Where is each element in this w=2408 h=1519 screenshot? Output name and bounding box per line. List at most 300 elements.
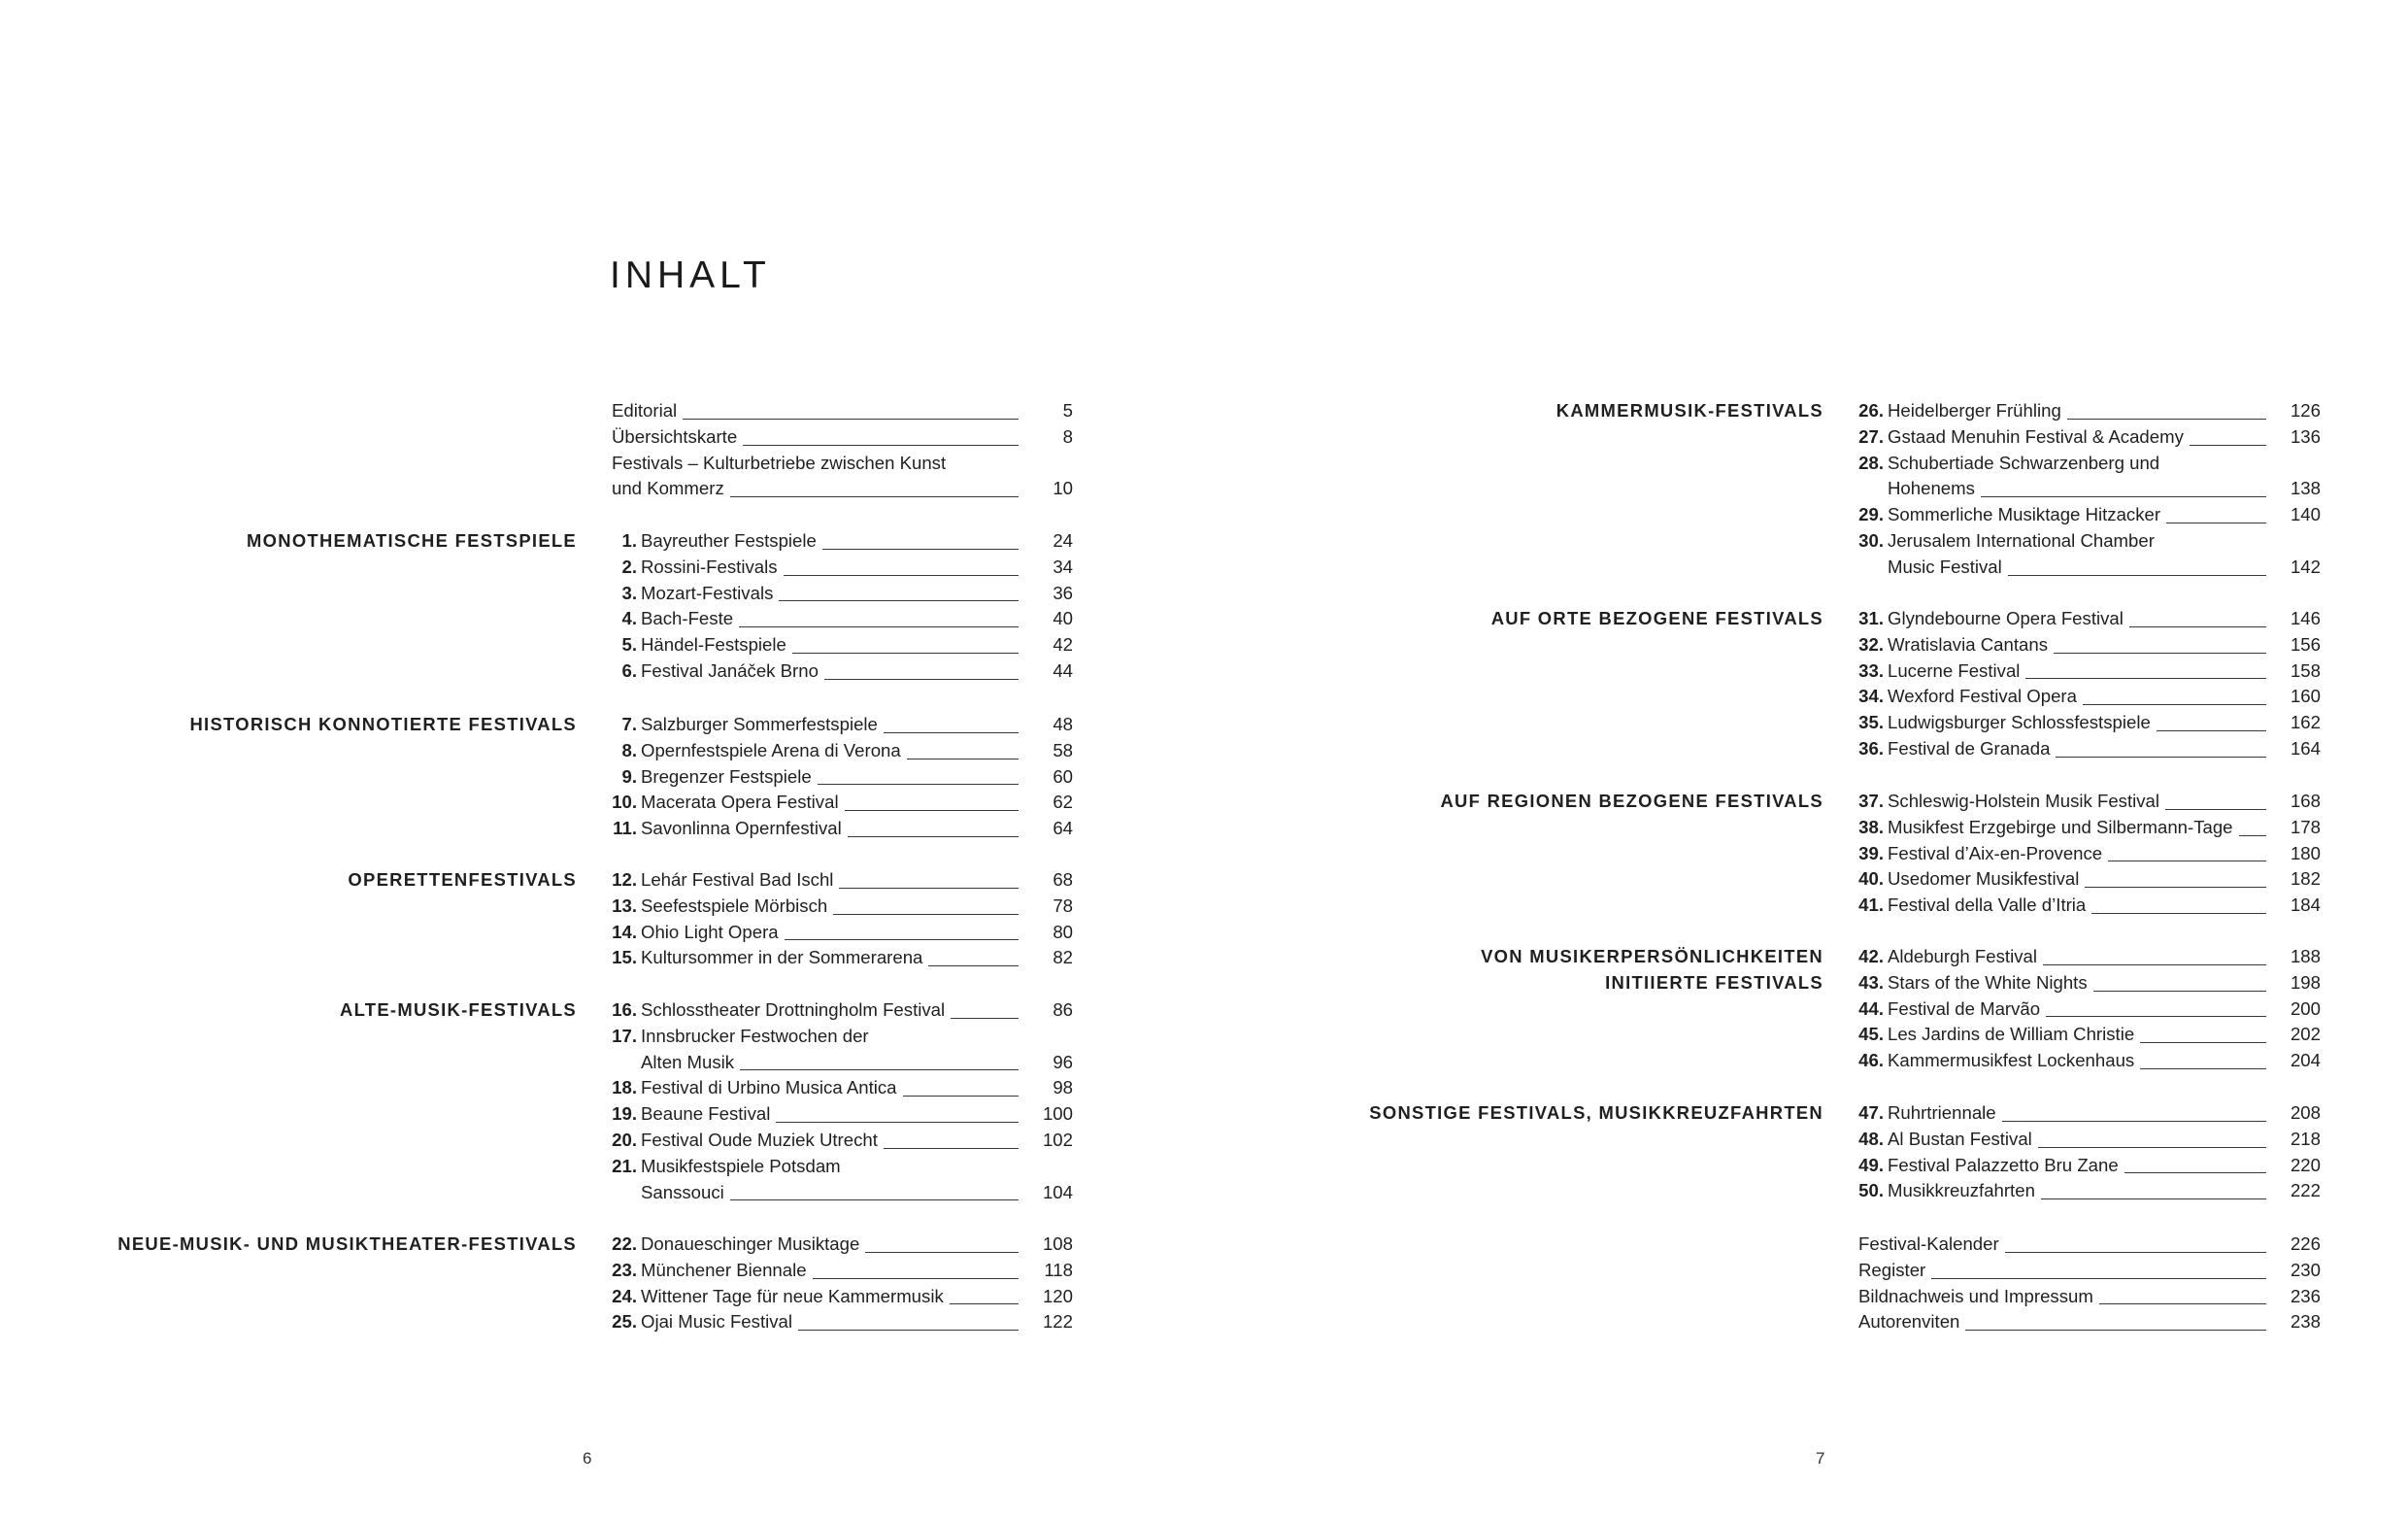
entry-title: Aldeburgh Festival [1888,946,2037,966]
entry-number: 46. [1858,1050,1884,1071]
leader-line [2099,1284,2266,1305]
entry-title: Sommerliche Musiktage Hitzacker [1888,504,2161,525]
leader-line [928,945,1019,966]
leader-line [2093,970,2266,992]
toc-row [1204,658,2321,685]
entry-title: Jerusalem International Chamber [1888,530,2155,551]
entry-title: Donaueschinger Musiktage [641,1233,860,1254]
entry-number: 36. [1858,738,1884,759]
toc-entry-link[interactable] [1888,1022,2266,1048]
toc-entry-link[interactable] [1888,476,2266,502]
entry-title: Ruhrtriennale [1888,1102,1996,1123]
entry-number: 40. [1858,868,1884,890]
entry-number: 11. [613,818,637,839]
toc-entry-link[interactable] [1888,398,2266,424]
toc-entry-link[interactable] [641,1258,1019,1284]
leader-line [907,738,1019,760]
entry-title: Schlosstheater Drottningholm Festival [641,999,946,1020]
leader-line [2140,1048,2266,1069]
entry-number: 8. [621,739,637,760]
leader-line [2140,1022,2266,1043]
entry-page-number: 80 [1053,921,1073,942]
leader-line [2005,1232,2266,1253]
section-heading: AUF ORTE BEZOGENE FESTIVALS [1490,608,1823,628]
entry-page-number: 164 [2290,738,2321,759]
toc-entry-link[interactable] [1858,1309,2266,1335]
leader-line [2157,710,2266,731]
entry-title: und Kommerz [612,478,724,499]
toc-row [1204,970,2321,996]
toc-row [0,1258,1073,1284]
leader-line [740,1050,1019,1071]
toc-entry-link[interactable] [641,1050,1019,1076]
entry-title: Festival de Marvão [1888,997,2041,1019]
entry-page-number: 236 [2290,1285,2321,1306]
leader-line [951,997,1019,1019]
toc-entry-link[interactable] [1888,424,2266,451]
section-heading: INITIIERTE FESTIVALS [1605,971,1823,993]
entry-number: 31. [1858,608,1884,628]
toc-entry-link[interactable] [641,816,1019,842]
toc-entry-link[interactable] [641,920,1019,946]
entry-number: 42. [1858,946,1884,966]
section-heading: OPERETTENFESTIVALS [348,869,577,890]
toc-row [1204,1153,2321,1179]
entry-title: Kultursommer in der Sommerarena [641,947,923,968]
leader-line [2046,996,2266,1018]
leader-line [2041,1178,2266,1199]
entry-title: Festivals – Kulturbetriebe zwischen Kunst [612,452,947,473]
leader-line [2056,736,2266,758]
leader-line [1981,476,2266,497]
leader-line [2166,502,2266,523]
entry-page-number: 204 [2290,1050,2321,1071]
leader-line [865,1232,1019,1253]
toc-row [1204,1022,2321,1048]
toc-entry-link[interactable] [1888,841,2266,867]
toc-row [1204,1232,2321,1258]
entry-number: 24. [612,1285,637,1306]
entry-title: Kammermusikfest Lockenhaus [1888,1050,2135,1071]
entry-page-number: 44 [1053,660,1073,681]
toc-entry-link[interactable] [641,658,1019,685]
toc-entry-link[interactable] [641,1101,1019,1128]
entry-page-number: 146 [2290,608,2321,628]
entry-page-number: 238 [2290,1311,2321,1333]
entry-title: Festival d’Aix-en-Provence [1888,842,2103,863]
entry-number: 47. [1858,1102,1884,1123]
toc-entry-link[interactable] [1888,606,2266,632]
entry-number: 33. [1858,659,1884,681]
leader-line [2124,1153,2266,1174]
entry-page-number: 178 [2290,816,2321,837]
entry-page-number: 104 [1042,1181,1073,1202]
toc-entry-link[interactable] [1888,866,2266,893]
entry-number: 12. [612,869,637,890]
leader-line [2083,684,2266,705]
leader-line [730,1180,1019,1201]
entry-page-number: 156 [2290,633,2321,655]
toc-entry-link[interactable] [1888,893,2266,919]
page-number-left: 6 [583,1449,592,1468]
toc-entry-link[interactable] [1858,1258,2266,1284]
toc-entry-link[interactable] [1888,451,2266,477]
leader-line [2085,866,2266,888]
entry-page-number: 162 [2290,712,2321,733]
entry-number: 43. [1858,971,1884,993]
leader-line [2038,1127,2266,1148]
toc-row [1204,528,2321,555]
leader-line [818,764,1019,786]
leader-line [903,1075,1019,1097]
leader-line [785,920,1019,941]
toc-entry-link[interactable] [641,997,1019,1024]
toc-entry-link[interactable] [1888,658,2266,685]
toc-row [1204,632,2321,658]
entry-page-number: 208 [2290,1102,2321,1123]
toc-row [1204,1178,2321,1204]
entry-title: Händel-Festspiele [641,634,786,656]
section-heading: HISTORISCH KONNOTIERTE FESTIVALS [189,714,577,734]
toc-entry-link[interactable] [1888,944,2266,970]
leader-line [779,581,1019,602]
toc-row [1204,424,2321,451]
toc-row [0,424,1073,451]
toc-entry-link[interactable] [1858,1284,2266,1310]
toc-entry-link[interactable] [641,790,1019,816]
toc-entry-link[interactable] [641,606,1019,632]
toc-entry-link[interactable] [1888,684,2266,710]
entry-title: Innsbrucker Festwochen der [641,1025,869,1046]
entry-title: Salzburger Sommerfestspiele [641,714,878,734]
entry-page-number: 98 [1053,1077,1073,1098]
toc-row [0,1154,1073,1180]
leader-line [1931,1258,2266,1279]
toc-entry-link[interactable] [641,894,1019,920]
entry-title: Macerata Opera Festival [641,792,839,813]
entry-number: 30. [1858,530,1884,551]
entry-page-number: 126 [2290,400,2321,421]
leader-line [2165,789,2266,810]
toc-entry-link[interactable] [1888,710,2266,736]
toc-entry-link[interactable] [641,1075,1019,1101]
entry-page-number: 118 [1044,1259,1073,1280]
entry-page-number: 58 [1053,739,1073,760]
entry-title: Festival Palazzetto Bru Zane [1888,1154,2119,1175]
toc-row [0,1024,1073,1050]
entry-number: 20. [612,1130,637,1150]
toc-entry-link[interactable] [641,1232,1019,1258]
toc-entry-link[interactable] [641,555,1019,581]
entry-number: 34. [1858,686,1884,707]
entry-page-number: 142 [2290,556,2321,577]
leader-line [2129,606,2266,627]
toc-row [1204,684,2321,710]
toc-entry-link[interactable] [1858,1232,2266,1258]
entry-page-number: 226 [2290,1233,2321,1254]
entry-number: 37. [1858,791,1884,811]
leader-line [848,816,1019,837]
toc-row [1204,476,2321,502]
entry-title: Seefestspiele Mörbisch [641,895,828,916]
toc-row [1204,1309,2321,1335]
toc-entry-link[interactable] [1888,528,2266,555]
entry-title: Schleswig-Holstein Musik Festival [1888,791,2160,811]
toc-row [1204,944,2321,970]
entry-page-number: 64 [1053,818,1073,839]
entry-title: Mozart-Festivals [641,582,774,603]
toc-entry-link[interactable] [612,451,1019,477]
entry-page-number: 10 [1053,478,1073,499]
toc-row [0,712,1073,738]
entry-page-number: 202 [2290,1024,2321,1045]
entry-title: Beaune Festival [641,1103,771,1125]
entry-title: Schubertiade Schwarzenberg und [1888,452,2160,473]
leader-line [1965,1309,2266,1331]
entry-number: 27. [1858,425,1884,447]
entry-title: Alten Musik [641,1051,735,1072]
entry-title: Les Jardins de William Christie [1888,1024,2135,1045]
entry-page-number: 136 [2290,425,2321,447]
entry-title: Opernfestspiele Arena di Verona [641,739,901,760]
toc-row [0,398,1073,424]
entry-number: 48. [1858,1128,1884,1149]
toc-row [0,997,1073,1024]
leader-line [792,632,1019,654]
leader-line [776,1101,1019,1123]
entry-title: Lucerne Festival [1888,659,2021,681]
toc-row [0,738,1073,764]
leader-line [743,424,1019,446]
entry-number: 6. [621,660,637,681]
page-title: INHALT [610,254,771,296]
leader-line [2002,1100,2266,1122]
leader-line [2108,841,2266,862]
entry-title: Rossini-Festivals [641,556,778,577]
entry-page-number: 48 [1053,714,1073,734]
entry-title: Al Bustan Festival [1888,1128,2032,1149]
toc-row [0,1128,1073,1154]
toc-left-page [0,0,1073,1519]
entry-title: Festival Oude Muziek Utrecht [641,1130,878,1150]
toc-row [0,1050,1073,1076]
entry-number: 39. [1858,842,1884,863]
entry-page-number: 5 [1062,400,1073,421]
entry-page-number: 42 [1053,634,1073,656]
toc-entry-link[interactable] [1888,1100,2266,1127]
toc-entry-link[interactable] [641,1154,1019,1180]
toc-entry-link[interactable] [641,632,1019,658]
toc-entry-link[interactable] [1888,502,2266,528]
entry-title: Ojai Music Festival [641,1311,793,1333]
entry-page-number: 40 [1053,608,1073,629]
toc-row [0,1309,1073,1335]
page-number-right: 7 [1816,1449,1825,1468]
entry-title: Usedomer Musikfestival [1888,868,2080,890]
entry-page-number: 24 [1053,530,1073,551]
toc-entry-link[interactable] [641,1284,1019,1310]
leader-line [2025,658,2266,680]
entry-title: Musikfest Erzgebirge und Silbermann-Tage [1888,816,2233,837]
toc-row [1204,1284,2321,1310]
leader-line [730,476,1019,497]
toc-row [0,581,1073,607]
leader-line [2043,944,2266,965]
leader-line [798,1309,1019,1331]
entry-title: Gstaad Menuhin Festival & Academy [1888,425,2184,447]
entry-page-number: 188 [2290,946,2321,966]
toc-entry-link[interactable] [1888,1153,2266,1179]
entry-title: Music Festival [1888,556,2002,577]
toc-row [1204,789,2321,815]
entry-page-number: 62 [1053,792,1073,813]
entry-number: 35. [1858,712,1884,733]
entry-number: 2. [621,556,637,577]
toc-entry-link[interactable] [641,1128,1019,1154]
toc-entry-link[interactable] [641,764,1019,791]
leader-line [2067,398,2266,420]
toc-row [0,867,1073,894]
toc-entry-link[interactable] [641,867,1019,894]
toc-row [0,816,1073,842]
entry-title: Autorenviten [1858,1311,1960,1333]
entry-title: Musikkreuzfahrten [1888,1180,2035,1201]
toc-entry-link[interactable] [1888,1127,2266,1153]
entry-page-number: 198 [2290,971,2321,993]
entry-page-number: 8 [1062,425,1073,447]
toc-row [1204,710,2321,736]
toc-entry-link[interactable] [612,424,1019,451]
toc-row [0,945,1073,971]
entry-page-number: 182 [2290,868,2321,890]
entry-number: 29. [1858,504,1884,525]
section-heading: VON MUSIKERPERSÖNLICHKEITEN [1481,946,1823,966]
toc-entry-link[interactable] [641,738,1019,764]
toc-entry-link[interactable] [1888,736,2266,762]
leader-line [2054,632,2266,654]
section-heading: KAMMERMUSIK-FESTIVALS [1555,400,1823,421]
toc-entry-link[interactable] [612,398,1019,424]
entry-title: Bach-Feste [641,608,734,629]
entry-number: 26. [1858,400,1884,421]
entry-number: 7. [621,714,637,734]
toc-row [1204,555,2321,581]
leader-line [2190,424,2266,446]
toc-row [1204,502,2321,528]
toc-entry-link[interactable] [1888,815,2266,841]
entry-page-number: 102 [1042,1130,1073,1150]
entry-number: 5. [621,634,637,656]
toc-row [0,606,1073,632]
leader-line [884,1128,1019,1149]
entry-page-number: 86 [1053,999,1073,1020]
entry-title: Wexford Festival Opera [1888,686,2077,707]
toc-entry-link[interactable] [612,476,1019,502]
entry-number: 32. [1858,633,1884,655]
entry-title: Wittener Tage für neue Kammermusik [641,1285,944,1306]
section-heading: MONOTHEMATISCHE FESTSPIELE [247,530,577,551]
entry-page-number: 36 [1053,582,1073,603]
section-heading: NEUE-MUSIK- UND MUSIKTHEATER-FESTIVALS [117,1233,577,1254]
leader-line [824,658,1019,680]
toc-row [1204,815,2321,841]
entry-page-number: 168 [2290,791,2321,811]
entry-title: Festival della Valle d’Itria [1888,895,2087,916]
entry-page-number: 158 [2290,659,2321,681]
leader-line [2091,893,2266,914]
entry-title: Festival-Kalender [1858,1233,1999,1254]
entry-page-number: 122 [1042,1311,1073,1333]
toc-entry-link[interactable] [641,1024,1019,1050]
entry-page-number: 96 [1053,1051,1073,1072]
toc-entry-link[interactable] [1888,996,2266,1023]
toc-entry-link[interactable] [641,712,1019,738]
entry-page-number: 220 [2290,1154,2321,1175]
toc-row [0,764,1073,791]
toc-right-page [1204,0,2321,1519]
toc-entry-link[interactable] [1888,555,2266,581]
toc-row [0,790,1073,816]
entry-page-number: 138 [2290,478,2321,499]
toc-row [0,894,1073,920]
leader-line [884,712,1019,733]
entry-page-number: 120 [1042,1285,1073,1306]
toc-entry-link[interactable] [1888,789,2266,815]
toc-row [0,632,1073,658]
toc-row [0,1180,1073,1206]
entry-number: 28. [1858,452,1884,473]
entry-title: Stars of the White Nights [1888,971,2088,993]
entry-page-number: 180 [2290,842,2321,863]
entry-number: 14. [612,921,637,942]
entry-number: 21. [612,1155,637,1176]
toc-row [1204,1127,2321,1153]
toc-entry-link[interactable] [641,528,1019,555]
entry-page-number: 100 [1042,1103,1073,1125]
leader-line [822,528,1019,550]
toc-entry-link[interactable] [1888,970,2266,996]
toc-entry-link[interactable] [1888,1178,2266,1204]
toc-row [0,451,1073,477]
leader-line [839,867,1019,889]
entry-page-number: 140 [2290,504,2321,525]
entry-number: 19. [612,1103,637,1125]
toc-row [1204,841,2321,867]
leader-line [813,1258,1019,1279]
section-heading: ALTE-MUSIK-FESTIVALS [340,999,577,1020]
toc-entry-link[interactable] [641,1309,1019,1335]
entry-page-number: 184 [2290,895,2321,916]
entry-number: 4. [621,608,637,629]
entry-number: 22. [612,1233,637,1254]
toc-row [0,555,1073,581]
entry-title: Festival di Urbino Musica Antica [641,1077,897,1098]
entry-number: 41. [1858,895,1884,916]
toc-row [1204,866,2321,893]
toc-entry-link[interactable] [1888,632,2266,658]
leader-line [2239,815,2266,836]
toc-entry-link[interactable] [641,581,1019,607]
entry-title: Glyndebourne Opera Festival [1888,608,2124,628]
entry-page-number: 34 [1053,556,1073,577]
toc-entry-link[interactable] [641,1180,1019,1206]
toc-entry-link[interactable] [641,945,1019,971]
entry-page-number: 160 [2290,686,2321,707]
entry-number: 17. [612,1025,637,1046]
toc-entry-link[interactable] [1888,1048,2266,1074]
toc-row [1204,606,2321,632]
entry-number: 9. [621,765,637,787]
